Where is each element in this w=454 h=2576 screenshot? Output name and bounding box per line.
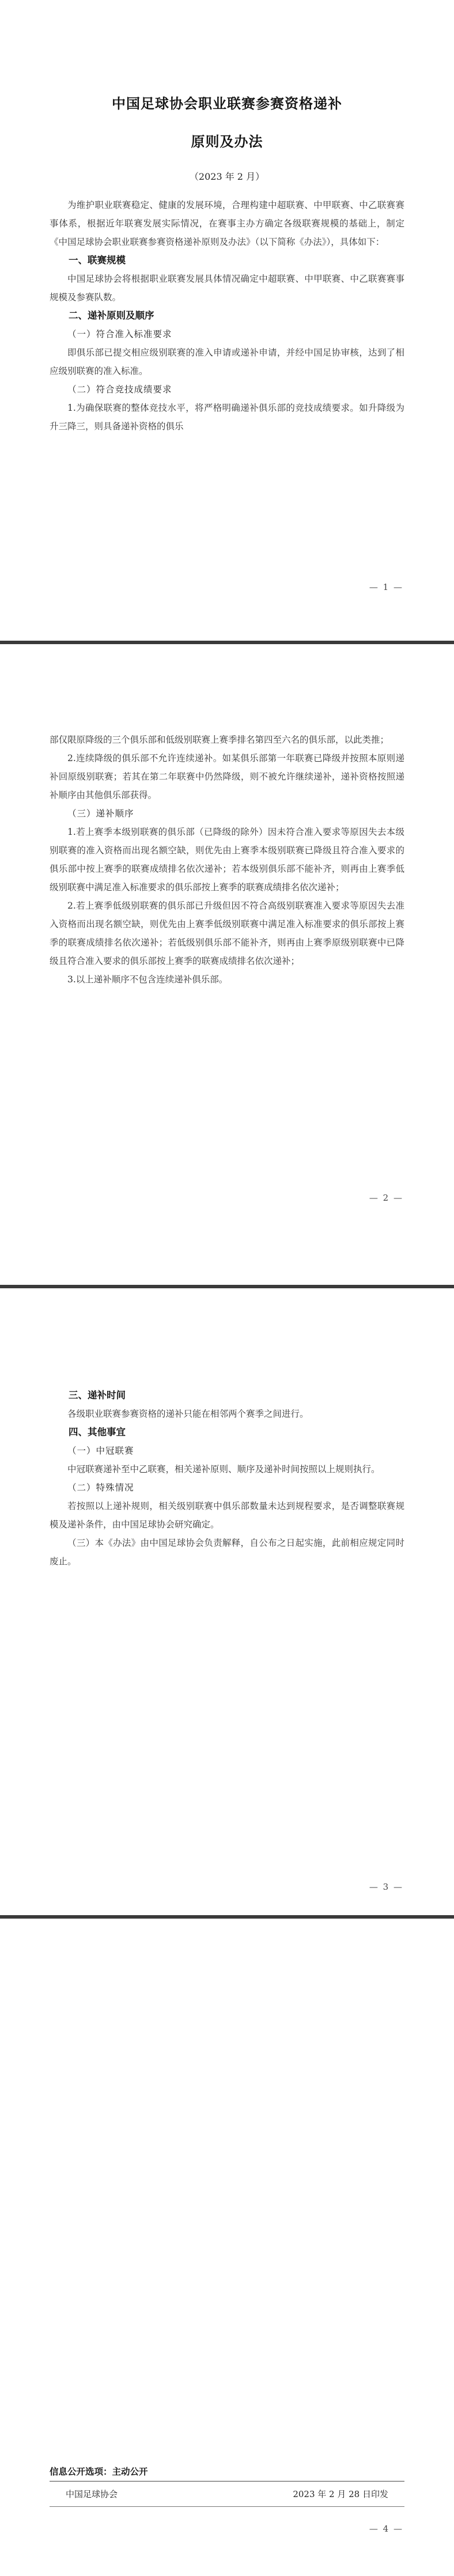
issue-info-row (50, 2488, 404, 2502)
page-3 (0, 1288, 454, 1922)
footer-rule-top (50, 2481, 404, 2482)
section-2-3-text-1: 1.若上赛季本级别联赛的俱乐部（已降级的除外）因未符合准入要求等原因失去本级别联赛的准入资格而出现名额空缺，则优先由上赛季本级别联赛已降级且符合准入要求的俱乐部中按上赛季的联赛成绩排名依次递补；若本级别俱乐部不能补齐，则再由上赛季低级别联赛中满足准入标准要求的俱乐部按上赛季的联赛成绩排名依次递补； (50, 827, 404, 892)
issue-date: 2023 年 2 月 28 日印发 (293, 2489, 388, 2499)
page-number-3: — 3 — (369, 1882, 403, 1892)
section-2-heading: 二、递补原则及顺序 (69, 310, 154, 321)
issuer-name: 中国足球协会 (66, 2489, 118, 2499)
page-number-2: — 2 — (369, 1193, 403, 1203)
section-2-2-text-2: 2.连续降级的俱乐部不允许连续递补。如某俱乐部第一年联赛已降级并按照本原则递补回原级别联赛；若其在第二年联赛中仍然降级，则不被允许继续递补，递补资格按照递补顺序由其他俱乐部获得。 (50, 753, 404, 800)
section-2-2-heading: （二）符合竞技成绩要求 (67, 384, 172, 395)
disclosure-option: 信息公开选项：主动公开 (50, 2467, 148, 2477)
intro-paragraph: 为维护职业联赛稳定、健康的发展环境，合理构建中超联赛、中甲联赛、中乙联赛赛事体系，根据近年联赛发展实际情况，在赛事主办方确定各级联赛规模的基础上，制定《中国足球协会职业联赛参赛资格递补原则及办法》（以下简称《办法》），具体如下： (50, 200, 404, 247)
section-4-2-heading: （二）特殊情况 (67, 1482, 134, 1493)
footer-rule-bottom (50, 2506, 404, 2507)
page-number-4: — 4 — (369, 2524, 403, 2534)
section-4-2-text: 若按照以上递补规则，相关级别联赛中俱乐部数量未达到规程要求，是否调整联赛规模及递补条件，由中国足球协会研究确定。 (50, 1501, 404, 1530)
page-1 (0, 0, 454, 634)
section-2-2-text-part1: 1.为确保联赛的整体竞技水平，将严格明确递补俱乐部的竞技成绩要求。如升降级为升三降三，则具备递补资格的俱乐 (50, 403, 404, 432)
page-number-1: — 1 — (369, 582, 403, 592)
section-2-2-text-part2: 部仅限原降级的三个俱乐部和低级别联赛上赛季排名第四至六名的俱乐部，以此类推； (50, 735, 389, 745)
section-4-1-text: 中冠联赛递补至中乙联赛，相关递补原则、顺序及递补时间按照以上规则执行。 (67, 1464, 380, 1474)
doc-title-line1: 中国足球协会职业联赛参赛资格递补 (112, 96, 342, 112)
section-4-1-heading: （一）中冠联赛 (67, 1446, 134, 1456)
section-3-heading: 三、递补时间 (69, 1390, 126, 1401)
section-2-3-text-2: 2.若上赛季低级别联赛的俱乐部已升级但因不符合高级别联赛准入要求等原因失去准入资格而出现名额空缺，则优先由上赛季低级别联赛中满足准入标准要求的俱乐部按上赛季的联赛成绩排名依次递补；若低级别俱乐部不能补齐，则再由上赛季原级别联赛中已降级且符合准入要求的俱乐部按上赛季的联赛成绩排名依次递补； (50, 901, 404, 966)
doc-date: （2023 年 2 月） (189, 171, 265, 182)
section-2-1-text: 即俱乐部已提交相应级别联赛的准入申请或递补申请，并经中国足协审核，达到了相应级别联赛的准入标准。 (50, 347, 404, 376)
section-2-3-heading: （三）递补顺序 (67, 808, 134, 819)
section-1-heading: 一、联赛规模 (69, 255, 126, 266)
section-4-3-text: （三）本《办法》由中国足球协会负责解释，自公布之日起实施，此前相应规定同时废止。 (50, 1538, 404, 1567)
section-2-3-text-3: 3.以上递补顺序不包含连续递补俱乐部。 (67, 974, 228, 985)
page-4 (0, 1919, 454, 2576)
section-1-text: 中国足球协会将根据职业联赛发展具体情况确定中超联赛、中甲联赛、中乙联赛赛事规模及参赛队数。 (50, 274, 404, 302)
page-2 (0, 644, 454, 1278)
doc-title-line2: 原则及办法 (191, 134, 263, 150)
section-2-1-heading: （一）符合准入标准要求 (67, 329, 172, 339)
section-4-heading: 四、其他事宜 (69, 1427, 126, 1438)
section-3-text: 各级职业联赛参赛资格的递补只能在相邻两个赛季之间进行。 (67, 1409, 309, 1419)
